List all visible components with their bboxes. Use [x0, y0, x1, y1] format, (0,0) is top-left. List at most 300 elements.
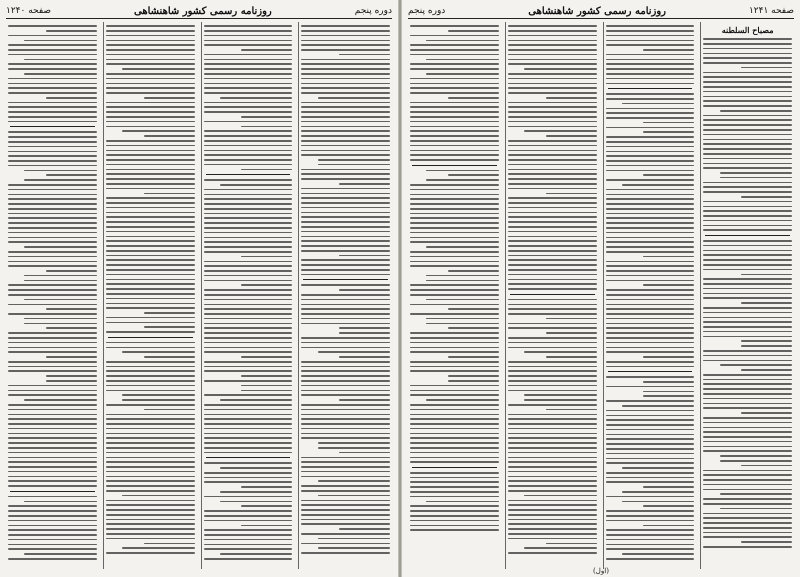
text-line: [204, 437, 293, 439]
text-line: [204, 409, 293, 411]
text-line: [606, 289, 695, 291]
text-line: [703, 220, 792, 222]
text-line: [301, 418, 390, 420]
text-line: [204, 370, 293, 372]
text-line: [426, 323, 498, 325]
text-line: [204, 289, 293, 291]
text-line: [606, 112, 695, 114]
text-line: [410, 520, 499, 522]
text-line: [508, 73, 597, 75]
text-line: [703, 254, 792, 256]
text-line: [301, 30, 390, 32]
text-line: [301, 313, 390, 315]
text-line: [448, 375, 499, 377]
text-line: [301, 433, 390, 435]
text-line: [301, 140, 390, 142]
text-line: [508, 212, 597, 214]
text-line: [606, 462, 695, 464]
text-line: [106, 264, 195, 266]
text-line: [301, 457, 390, 459]
text-line: [410, 477, 499, 479]
text-line: [8, 189, 97, 191]
text-line: [106, 54, 195, 56]
text-line: [622, 553, 694, 555]
text-line: [8, 505, 97, 507]
text-line: [703, 278, 792, 280]
text-line: [410, 447, 499, 449]
text-line: [606, 342, 695, 344]
text-line: [106, 480, 195, 482]
text-line: [318, 547, 390, 549]
text-line: [622, 103, 694, 105]
text-line: [508, 40, 597, 42]
text-line: [622, 184, 694, 186]
text-line: [8, 111, 97, 113]
text-line: [606, 376, 695, 378]
text-line: [204, 332, 293, 334]
text-line: [204, 198, 293, 200]
text-line: [643, 381, 694, 383]
text-line: [8, 452, 97, 454]
text-line: [703, 546, 792, 548]
text-line: [24, 40, 96, 42]
text-line: [8, 87, 97, 89]
text-line: [8, 351, 97, 353]
text-line: [410, 337, 499, 339]
text-line: [703, 427, 792, 429]
text-line: [410, 241, 499, 243]
text-line: [8, 409, 97, 411]
text-line: [144, 326, 195, 328]
text-line: [703, 153, 792, 155]
text-line: [606, 481, 695, 483]
text-line: [410, 194, 499, 196]
text-line: [106, 523, 195, 525]
text-line: [410, 227, 499, 229]
text-line: [643, 174, 694, 176]
text-line: [106, 433, 195, 435]
left-page: [0, 0, 398, 577]
text-line: [241, 486, 292, 488]
text-line: [410, 496, 499, 498]
text-line: [703, 489, 792, 491]
text-line: [204, 135, 293, 137]
text-line: [703, 100, 792, 102]
text-line: [8, 241, 97, 243]
text-line: [106, 303, 195, 305]
text-line: [606, 294, 695, 296]
text-line: [106, 418, 195, 420]
text-line: [508, 504, 597, 506]
text-line: [122, 351, 194, 353]
text-line: [106, 509, 195, 511]
text-line: [703, 269, 792, 271]
text-line: [106, 283, 195, 285]
text-line: [643, 356, 694, 358]
text-line: [410, 184, 499, 186]
right-header-page-number: صفحه ۱۲۴۱: [748, 6, 794, 16]
text-line: [703, 115, 792, 117]
text-line: [508, 361, 597, 363]
text-line: [301, 73, 390, 75]
text-line: [410, 265, 499, 267]
section-divider: [705, 235, 790, 236]
text-line: [410, 68, 499, 70]
text-line: [410, 126, 499, 128]
text-line: [606, 548, 695, 550]
text-line: [301, 245, 390, 247]
text-line: [426, 179, 498, 181]
text-line: [106, 44, 195, 46]
text-line: [318, 442, 390, 444]
text-line: [703, 158, 792, 160]
text-line: [301, 519, 390, 521]
text-line: [106, 514, 195, 516]
text-line: [508, 106, 597, 108]
text-line: [106, 519, 195, 521]
text-line: [106, 240, 195, 242]
text-line: [220, 97, 292, 99]
text-line: [106, 35, 195, 37]
text-line: [606, 332, 695, 334]
text-line: [204, 30, 293, 32]
text-line: [703, 470, 792, 472]
text-line: [410, 44, 499, 46]
text-line: [301, 299, 390, 301]
text-line: [606, 40, 695, 42]
text-line: [606, 318, 695, 320]
text-line: [426, 318, 498, 320]
text-line: [606, 429, 695, 431]
text-line: [204, 189, 293, 191]
text-line: [703, 225, 792, 227]
text-line: [410, 351, 499, 353]
text-line: [204, 121, 293, 123]
text-line: [606, 558, 695, 560]
text-line: [301, 514, 390, 516]
text-line: [508, 250, 597, 252]
text-line: [8, 44, 97, 46]
text-line: [8, 194, 97, 196]
text-line: [703, 191, 792, 193]
text-line: [301, 394, 390, 396]
text-line: [410, 116, 499, 118]
text-line: [606, 477, 695, 479]
text-line: [546, 409, 597, 411]
text-line: [410, 92, 499, 94]
text-line: [106, 231, 195, 233]
text-line: [410, 361, 499, 363]
text-line: [8, 370, 97, 372]
text-line: [106, 476, 195, 478]
text-line: [106, 25, 195, 27]
text-line: [106, 342, 195, 344]
text-line: [410, 385, 499, 387]
text-line: [204, 481, 293, 483]
text-line: [8, 423, 97, 425]
text-line: [741, 465, 792, 467]
text-line: [8, 433, 97, 435]
text-line: [106, 490, 195, 492]
section-divider: [206, 174, 291, 175]
text-line: [204, 106, 293, 108]
text-line: [106, 442, 195, 444]
text-line: [508, 313, 597, 315]
text-line: [24, 246, 96, 248]
text-line: [301, 40, 390, 42]
text-line: [106, 150, 195, 152]
text-line: [508, 380, 597, 382]
text-line: [204, 92, 293, 94]
text-line: [8, 25, 97, 27]
text-line: [508, 423, 597, 425]
text-line: [204, 423, 293, 425]
text-line: [508, 283, 597, 285]
text-line: [204, 164, 293, 166]
text-line: [606, 299, 695, 301]
text-line: [508, 500, 597, 502]
text-line: [606, 347, 695, 349]
text-line: [643, 122, 694, 124]
text-line: [204, 25, 293, 27]
text-line: [8, 428, 97, 430]
text-line: [741, 412, 792, 414]
text-line: [703, 336, 792, 338]
text-line: [106, 538, 195, 540]
text-line: [410, 525, 499, 527]
text-line: [606, 424, 695, 426]
text-line: [106, 259, 195, 261]
text-line: [410, 284, 499, 286]
text-line: [410, 111, 499, 113]
text-line: [410, 472, 499, 474]
text-line: [606, 308, 695, 310]
text-line: [301, 323, 390, 325]
text-line: [426, 275, 498, 277]
text-line: [8, 184, 97, 186]
section-divider: [608, 88, 693, 89]
text-line: [703, 407, 792, 409]
text-line: [301, 375, 390, 377]
text-line: [8, 313, 97, 315]
text-line: [703, 360, 792, 362]
text-line: [8, 203, 97, 205]
left-header-title: روزنامه رسمی کشور شاهنشاهی: [133, 5, 272, 17]
text-line: [720, 364, 792, 366]
text-line: [204, 539, 293, 541]
text-line: [318, 351, 390, 353]
text-line: [301, 145, 390, 147]
text-line: [301, 49, 390, 51]
text-line: [703, 76, 792, 78]
right-column-heading: مصباح السلطنه: [721, 25, 774, 35]
text-line: [301, 390, 390, 392]
text-line: [241, 116, 292, 118]
text-line: [508, 447, 597, 449]
text-line: [204, 145, 293, 147]
text-line: [8, 385, 97, 387]
text-line: [204, 194, 293, 196]
text-line: [410, 428, 499, 430]
text-line: [106, 385, 195, 387]
text-line: [204, 347, 293, 349]
text-line: [204, 351, 293, 353]
text-line: [8, 121, 97, 123]
text-line: [8, 337, 97, 339]
text-line: [410, 159, 499, 161]
text-line: [8, 222, 97, 224]
text-line: [703, 422, 792, 424]
text-line: [622, 405, 694, 407]
text-line: [24, 170, 96, 172]
text-line: [204, 404, 293, 406]
text-line: [204, 558, 293, 560]
text-line: [703, 38, 792, 40]
right-column-1: [700, 22, 794, 569]
text-line: [703, 264, 792, 266]
text-line: [606, 160, 695, 162]
text-line: [8, 510, 97, 512]
text-line: [508, 259, 597, 261]
text-line: [508, 299, 597, 301]
text-line: [144, 409, 195, 411]
text-line: [204, 308, 293, 310]
text-line: [301, 284, 390, 286]
text-line: [703, 536, 792, 538]
text-line: [204, 462, 293, 464]
text-line: [622, 491, 694, 493]
text-line: [301, 471, 390, 473]
text-line: [204, 140, 293, 142]
text-line: [508, 236, 597, 238]
text-line: [546, 318, 597, 320]
text-line: [508, 121, 597, 123]
text-line: [24, 59, 96, 61]
text-line: [606, 386, 695, 388]
text-line: [703, 163, 792, 165]
text-line: [204, 428, 293, 430]
text-line: [703, 134, 792, 136]
text-line: [204, 179, 293, 181]
text-line: [301, 154, 390, 156]
text-line: [703, 388, 792, 390]
text-line: [426, 73, 498, 75]
text-line: [301, 509, 390, 511]
text-line: [703, 240, 792, 242]
text-line: [301, 111, 390, 113]
text-line: [301, 150, 390, 152]
text-line: [106, 102, 195, 104]
text-line: [508, 528, 597, 530]
text-line: [508, 102, 597, 104]
text-line: [606, 366, 695, 368]
text-line: [8, 366, 97, 368]
text-line: [106, 140, 195, 142]
text-line: [703, 283, 792, 285]
text-line: [8, 520, 97, 522]
text-line: [508, 154, 597, 156]
text-line: [703, 441, 792, 443]
text-line: [301, 240, 390, 242]
text-line: [106, 380, 195, 382]
text-line: [606, 227, 695, 229]
text-line: [339, 356, 390, 358]
text-line: [106, 404, 195, 406]
text-line: [741, 67, 792, 69]
text-line: [606, 194, 695, 196]
text-line: [301, 63, 390, 65]
text-line: [106, 500, 195, 502]
left-header-section: دوره پنجم: [354, 6, 392, 16]
text-line: [106, 183, 195, 185]
text-line: [106, 221, 195, 223]
text-line: [204, 418, 293, 420]
text-line: [410, 54, 499, 56]
text-line: [144, 135, 195, 137]
text-line: [8, 160, 97, 162]
text-line: [448, 356, 499, 358]
text-line: [426, 299, 498, 301]
text-line: [606, 448, 695, 450]
text-line: [301, 500, 390, 502]
text-line: [318, 159, 390, 161]
right-column-2: [603, 22, 697, 569]
text-line: [301, 380, 390, 382]
text-line: [220, 491, 292, 493]
text-line: [24, 553, 96, 555]
text-line: [106, 159, 195, 161]
text-line: [8, 558, 97, 560]
text-line: [508, 173, 597, 175]
text-line: [106, 30, 195, 32]
text-line: [8, 198, 97, 200]
text-line: [703, 250, 792, 252]
text-line: [546, 97, 597, 99]
text-line: [508, 255, 597, 257]
text-line: [106, 145, 195, 147]
text-line: [301, 178, 390, 180]
text-line: [606, 146, 695, 148]
text-line: [8, 480, 97, 482]
text-line: [606, 222, 695, 224]
text-line: [703, 245, 792, 247]
text-line: [606, 165, 695, 167]
text-line: [301, 318, 390, 320]
text-line: [301, 466, 390, 468]
text-line: [204, 154, 293, 156]
text-line: [508, 288, 597, 290]
text-line: [8, 102, 97, 104]
text-line: [606, 246, 695, 248]
text-line: [606, 515, 695, 517]
text-line: [606, 93, 695, 95]
text-line: [106, 87, 195, 89]
text-line: [8, 496, 97, 498]
text-line: [301, 202, 390, 204]
text-line: [106, 250, 195, 252]
text-line: [703, 517, 792, 519]
text-line: [301, 130, 390, 132]
text-line: [410, 140, 499, 142]
left-page-columns: [6, 22, 392, 569]
text-line: [301, 259, 390, 261]
text-line: [204, 318, 293, 320]
text-line: [46, 270, 97, 272]
text-line: [508, 197, 597, 199]
text-line: [106, 428, 195, 430]
text-line: [8, 217, 97, 219]
text-line: [703, 446, 792, 448]
